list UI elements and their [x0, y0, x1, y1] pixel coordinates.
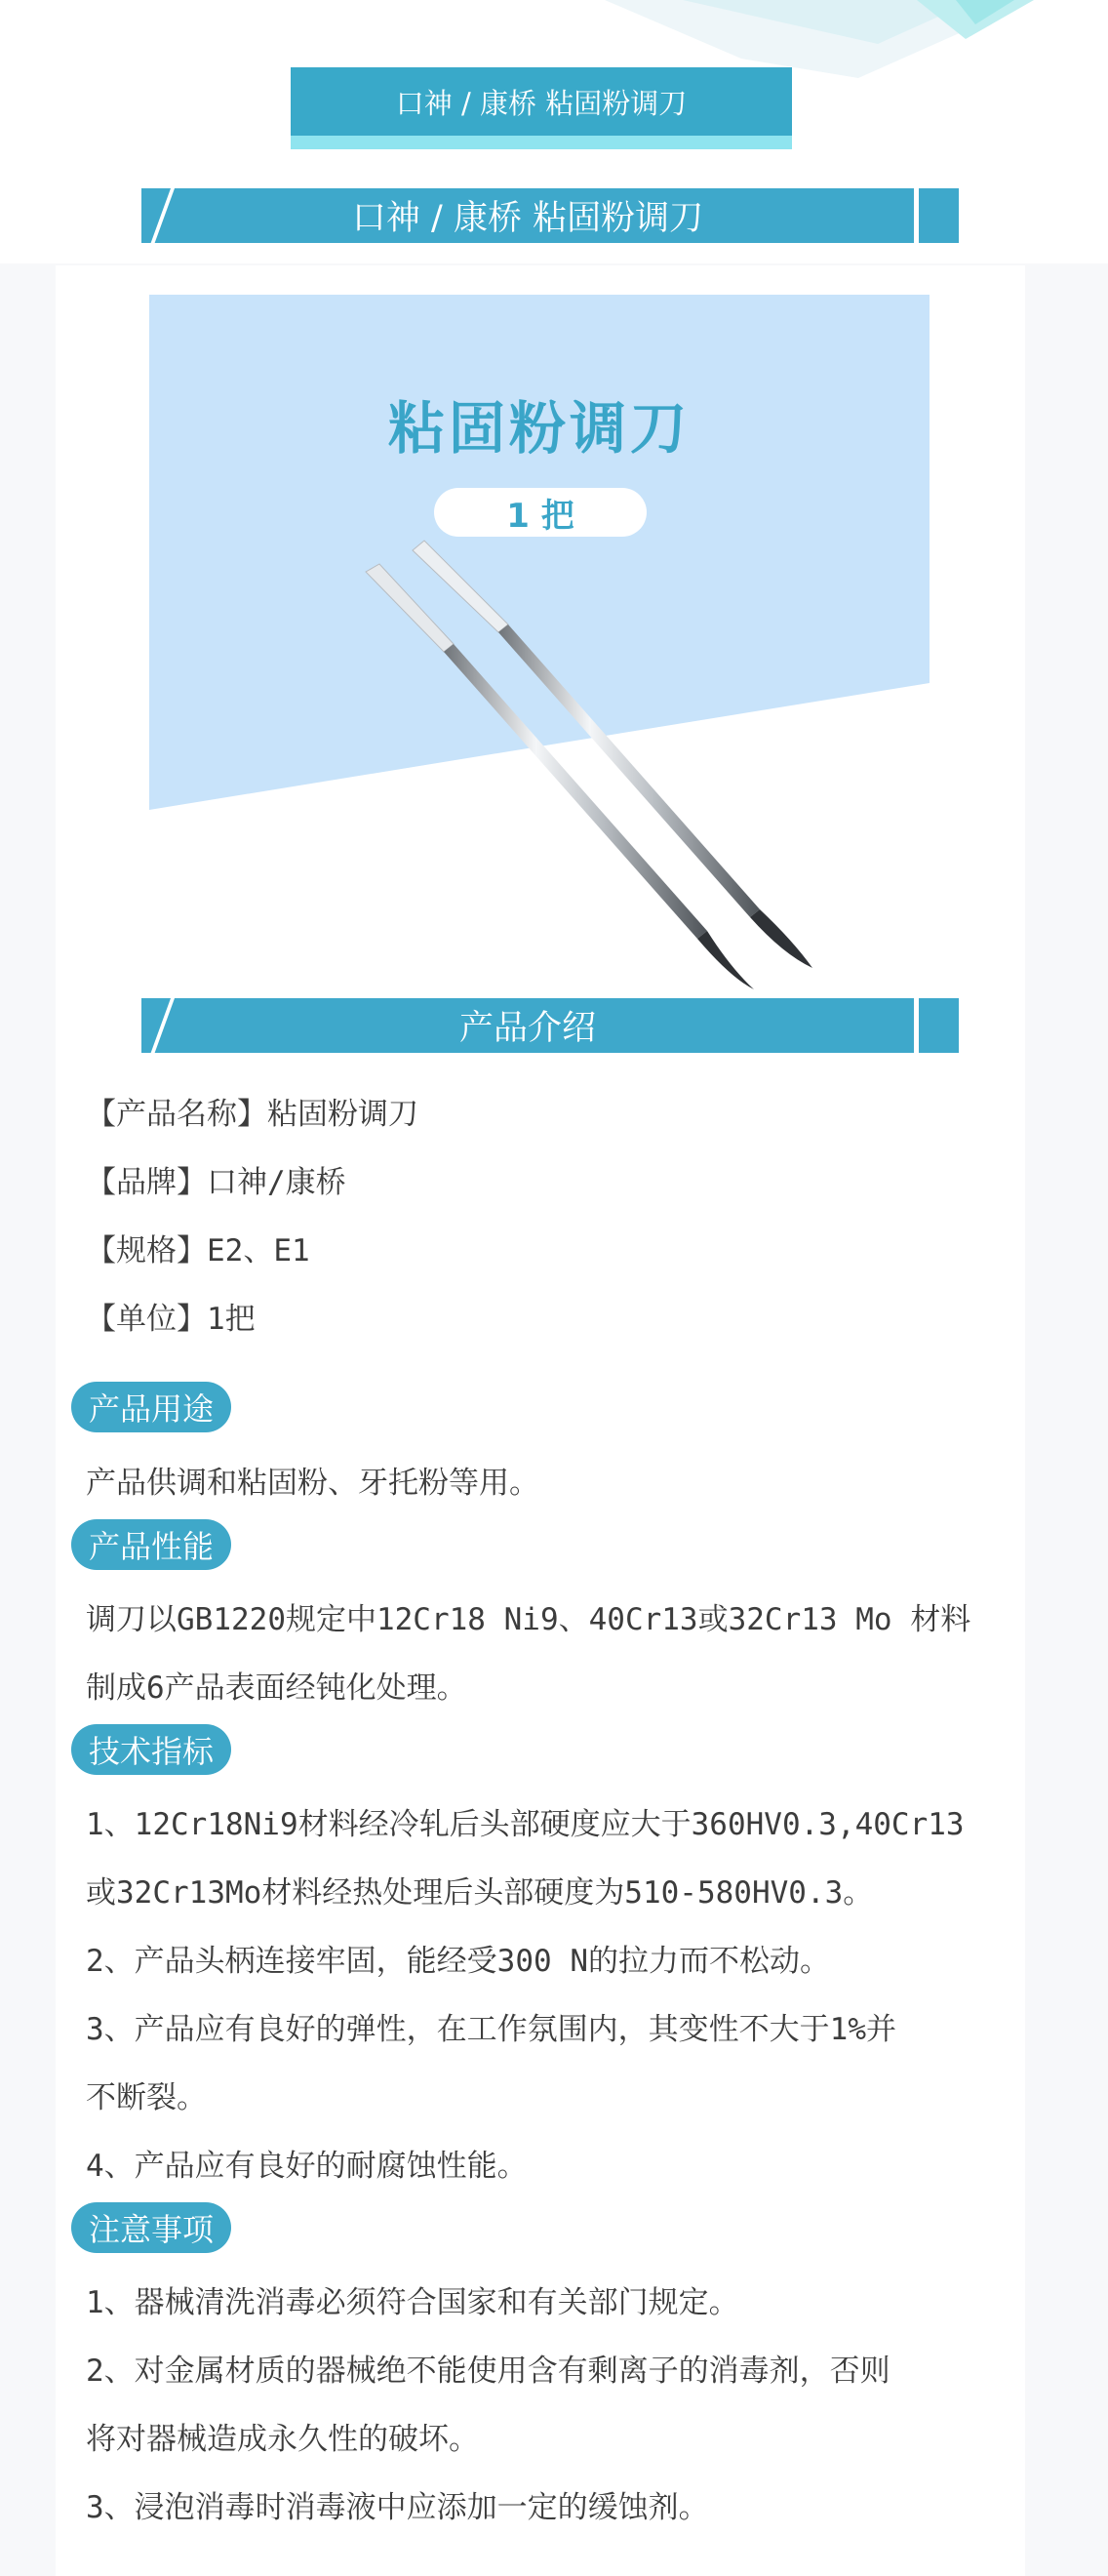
- performance-line: 调刀以GB1220规定中12Cr18 Ni9、40Cr13或32Cr13 Mo 材料: [86, 1602, 971, 1637]
- top-title-underline: [291, 136, 792, 149]
- tech-line: 3、产品应有良好的弹性，在工作氛围内，其变性不大于1%并: [86, 2012, 896, 2047]
- notes-section-title: 注意事项: [71, 2202, 231, 2253]
- top-title-bar: [291, 67, 792, 136]
- unit-badge: 1 把: [434, 488, 647, 537]
- usage-line: 产品供调和粘固粉、牙托粉等用。: [86, 1466, 539, 1501]
- notes-line: 1、器械清洗消毒必须符合国家和有关部门规定。: [86, 2285, 739, 2320]
- tech-line: 不断裂。: [86, 2080, 207, 2115]
- spec-line: 【规格】E2、E1: [86, 1233, 310, 1268]
- notes-line: 3、浸泡消毒时消毒液中应添加一定的缓蚀剂。: [86, 2490, 709, 2525]
- brand-line: 【品牌】口神/康桥: [86, 1165, 346, 1200]
- product-hero: [149, 295, 930, 997]
- product-name-line: 【产品名称】粘固粉调刀: [86, 1097, 418, 1132]
- tech-line: 4、产品应有良好的耐腐蚀性能。: [86, 2149, 528, 2184]
- tech-line: 1、12Cr18Ni9材料经冷轧后头部硬度应大于360HV0.3,40Cr13: [86, 1807, 965, 1842]
- performance-line: 制成6产品表面经钝化处理。: [86, 1670, 467, 1706]
- tech-line: 2、产品头柄连接牢固，能经受300 N的拉力而不松动。: [86, 1944, 830, 1979]
- performance-section-title: 产品性能: [71, 1519, 231, 1570]
- notes-line: 2、对金属材质的器械绝不能使用含有剩离子的消毒剂，否则: [86, 2354, 890, 2389]
- top-title-text: 口神 / 康桥 粘固粉调刀: [395, 86, 688, 120]
- hero-background-panel: [149, 295, 930, 810]
- usage-section-title: 产品用途: [71, 1382, 231, 1432]
- notes-line: 将对器械造成永久性的破坏。: [86, 2422, 479, 2457]
- tech-section-title: 技术指标: [71, 1724, 231, 1775]
- ribbon-title: 口神 / 康桥 粘固粉调刀: [351, 199, 704, 238]
- unit-line: 【单位】1把: [86, 1302, 256, 1337]
- tech-line: 或32Cr13Mo材料经热处理后头部硬度为510-580HV0.3。: [86, 1875, 874, 1911]
- hero-product-name: 粘固粉调刀: [387, 395, 691, 462]
- intro-heading: 产品介绍: [458, 1009, 596, 1048]
